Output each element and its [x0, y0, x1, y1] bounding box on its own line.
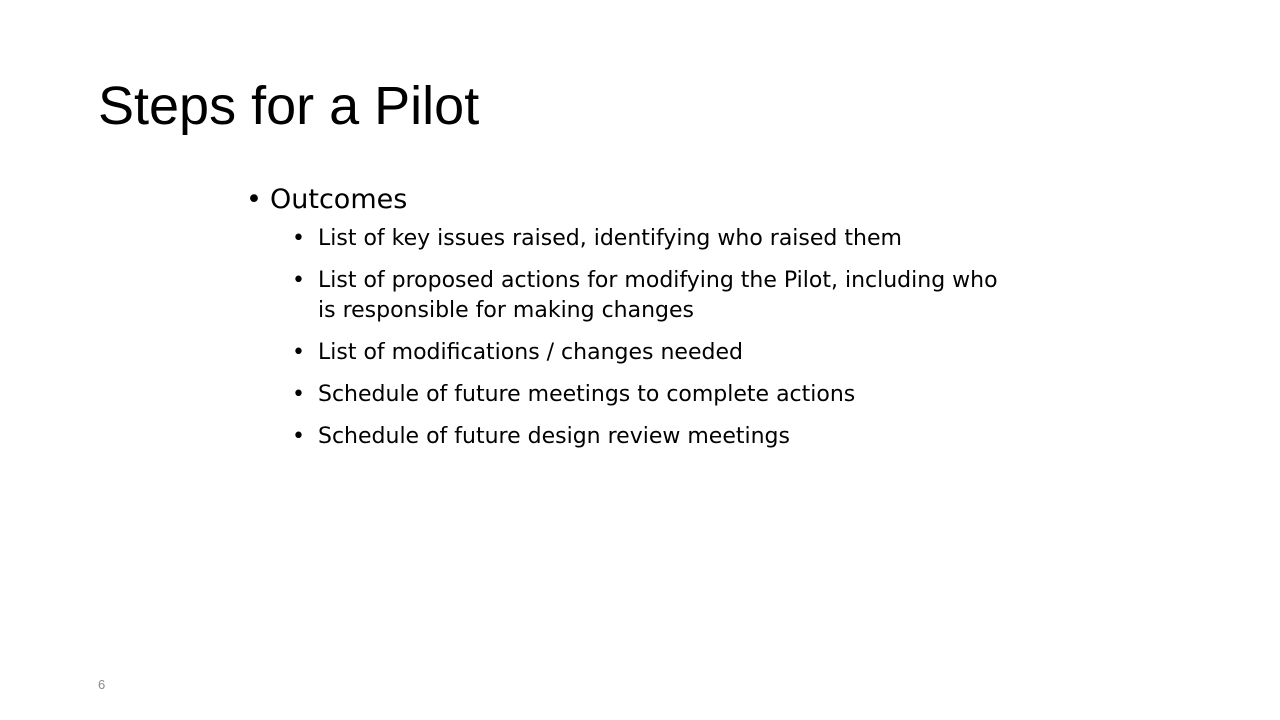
bullet-icon: •: [292, 268, 305, 293]
bullet-icon: •: [246, 184, 262, 215]
sub-bullet-text: List of key issues raised, identifying who raised them: [318, 226, 902, 251]
slide-number: 6: [98, 677, 106, 692]
main-bullet-text: Outcomes: [270, 184, 408, 215]
sub-bullet-text: Schedule of future design review meetings: [318, 424, 790, 449]
slide-title: Steps for a Pilot: [98, 76, 480, 136]
sub-bullet-text: List of proposed actions for modifying the Pilot, including who is responsible for making changes: [318, 268, 998, 323]
sub-bullet-item: [292, 266, 998, 326]
bullet-icon: •: [292, 424, 305, 449]
bullet-icon: •: [292, 382, 305, 407]
sub-bullet-item: [292, 338, 998, 368]
sub-bullet-item: [292, 422, 998, 452]
slide-body: [246, 180, 1146, 464]
sub-bullet-item: [292, 380, 998, 410]
sub-bullet-item: [292, 224, 998, 254]
main-bullet: [246, 180, 1146, 220]
bullet-icon: •: [292, 340, 305, 365]
sub-bullet-text: List of modifications / changes needed: [318, 340, 743, 365]
bullet-icon: •: [292, 226, 305, 251]
sub-bullet-list: [246, 224, 1146, 452]
sub-bullet-text: Schedule of future meetings to complete actions: [318, 382, 856, 407]
